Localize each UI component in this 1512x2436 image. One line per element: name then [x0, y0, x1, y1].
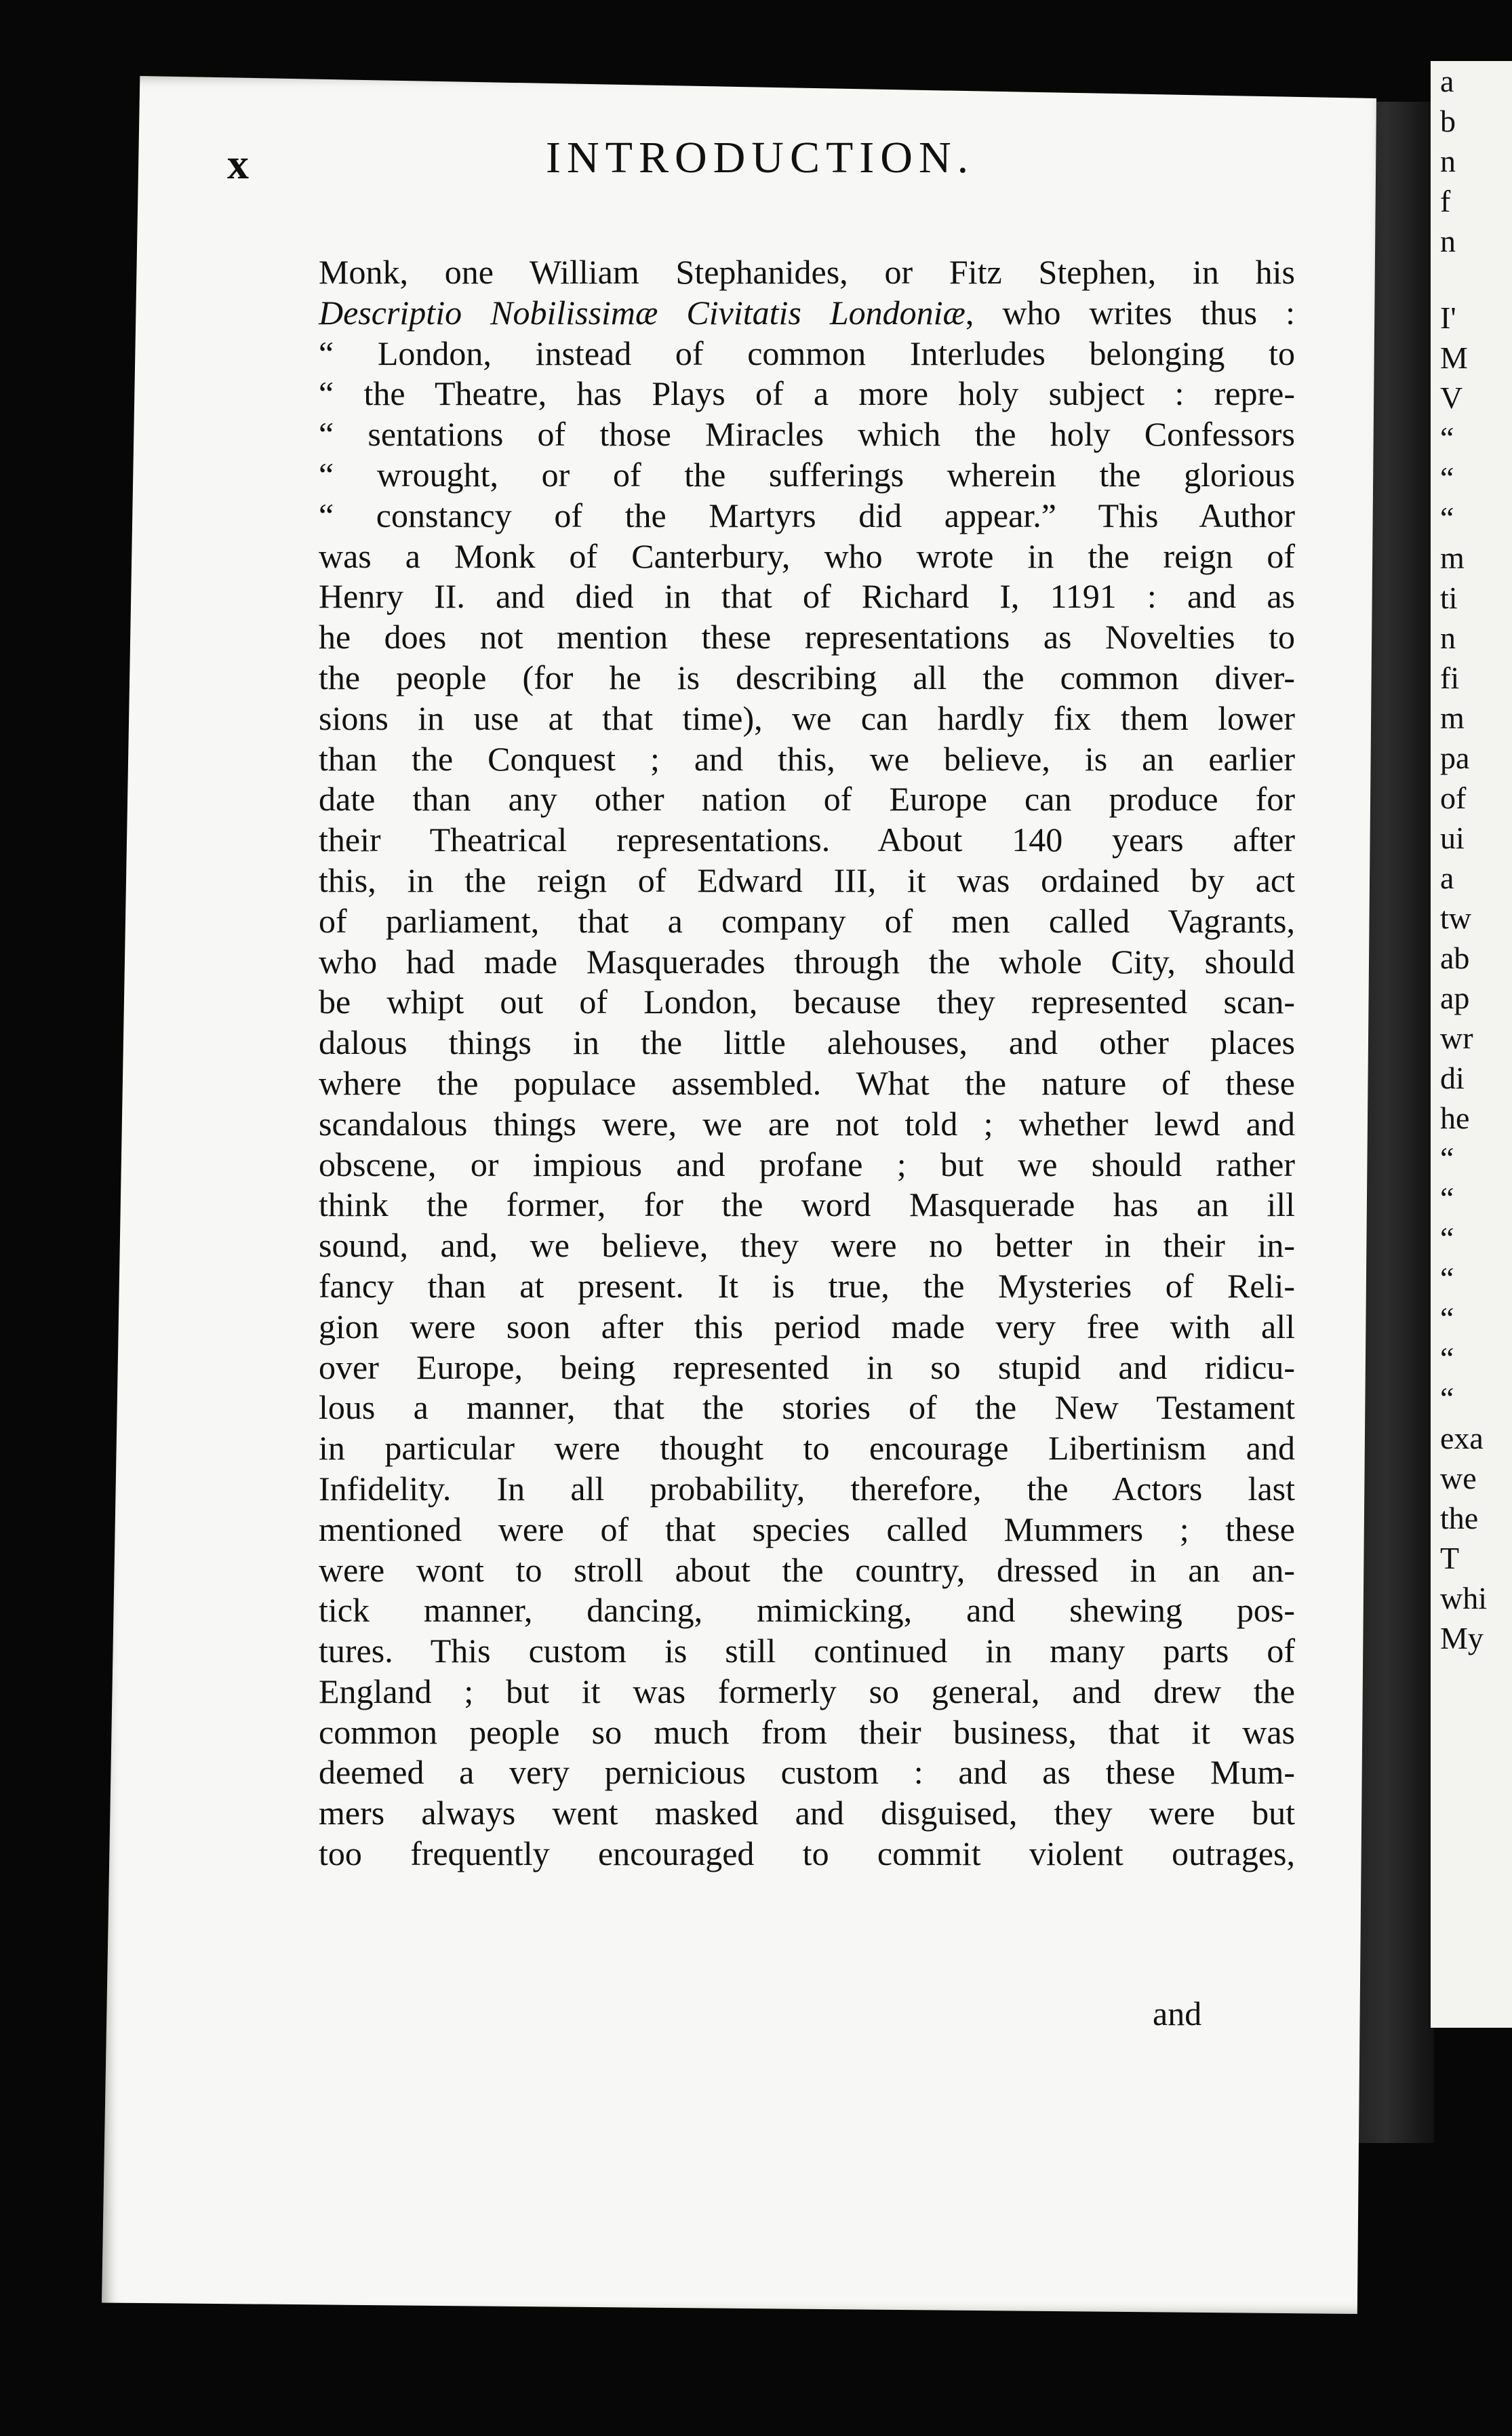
- facing-page-gap: [1431, 261, 1512, 298]
- text-line: Henry II. and died in that of Richard I, 1191 : and as: [319, 577, 1295, 616]
- facing-text-fragment: we: [1440, 1461, 1477, 1495]
- facing-text-fragment: the: [1440, 1501, 1479, 1535]
- facing-text-fragment: b: [1440, 104, 1456, 138]
- text-line: sions in use at that time), we can hardly fix them lower: [319, 699, 1295, 737]
- text-line: too frequently encouraged to commit violent outrages,: [319, 1834, 1295, 1873]
- text-line: in particular were thought to encourage Libertinism and: [319, 1429, 1295, 1468]
- facing-text-fragment: a: [1440, 861, 1454, 895]
- facing-text-fragment: wr: [1440, 1021, 1473, 1055]
- text-line: be whipt out of London, because they represented scan-: [319, 983, 1295, 1021]
- text-line: “ constancy of the Martyrs did appear.” This Author: [319, 496, 1295, 534]
- text-line: lous a manner, that the stories of the New Testament: [319, 1388, 1295, 1427]
- facing-text-fragment: T: [1440, 1541, 1460, 1575]
- text-line: sound, and, we believe, they were no better in their in-: [319, 1226, 1295, 1265]
- text-line: mers always went masked and disguised, they were but: [319, 1794, 1295, 1832]
- page-header: [227, 132, 1322, 214]
- text-line: “ wrought, or of the sufferings wherein the glorious: [319, 455, 1295, 494]
- text-line: than the Conquest ; and this, we believe, is an earlier: [319, 739, 1295, 778]
- facing-text-fragment: “: [1440, 500, 1454, 535]
- facing-text-fragment: n: [1440, 224, 1456, 258]
- facing-text-fragment: exa: [1440, 1421, 1484, 1455]
- running-head: INTRODUCTION.: [546, 133, 975, 182]
- text-line: deemed a very pernicious custom : and as these Mum-: [319, 1753, 1295, 1792]
- text-line: the people (for he is describing all the common diver-: [319, 658, 1295, 696]
- facing-text-fragment: I': [1440, 300, 1456, 335]
- facing-page-edge: [1431, 61, 1512, 2028]
- facing-text-fragment: “: [1440, 1301, 1454, 1335]
- facing-text-fragment: V: [1440, 380, 1463, 415]
- facing-text-fragment: ui: [1440, 821, 1465, 855]
- text-line: scandalous things were, we are not told ; whether lewd and: [319, 1104, 1295, 1143]
- facing-text-fragment: tw: [1440, 901, 1471, 935]
- facing-text-fragment: m: [1440, 701, 1465, 735]
- catchword: and: [1153, 1995, 1202, 2032]
- facing-text-fragment: fi: [1440, 661, 1460, 695]
- facing-text-fragment: of: [1440, 781, 1467, 815]
- facing-text-fragment: “: [1440, 1141, 1454, 1175]
- text-line: “ London, instead of common Interludes belonging to: [319, 334, 1295, 372]
- text-line: fancy than at present. It is true, the Mysteries of Reli-: [319, 1266, 1295, 1305]
- text-line: common people so much from their business, that it was: [319, 1712, 1295, 1751]
- facing-text-fragment: My: [1440, 1621, 1484, 1655]
- facing-text-fragment: “: [1440, 460, 1454, 495]
- facing-text-fragment: ab: [1440, 941, 1470, 975]
- facing-text-fragment: ap: [1440, 981, 1470, 1015]
- body-text: [319, 252, 1295, 1874]
- text-line: gion were soon after this period made very free with all: [319, 1307, 1295, 1345]
- text-line: date than any other nation of Europe can produce for: [319, 780, 1295, 819]
- facing-text-fragment: di: [1440, 1061, 1465, 1095]
- page-number: x: [227, 140, 249, 188]
- text-line: their Theatrical representations. About 140 years after: [319, 821, 1295, 859]
- facing-text-fragment: “: [1440, 1221, 1454, 1255]
- text-line: were wont to stroll about the country, dressed in an an-: [319, 1550, 1295, 1589]
- facing-page-block-1: [1431, 61, 1512, 261]
- text-line: was a Monk of Canterbury, who wrote in the reign of: [319, 536, 1295, 575]
- facing-text-fragment: n: [1440, 621, 1456, 655]
- text-line: tures. This custom is still continued in many parts of: [319, 1632, 1295, 1670]
- text-line: “ sentations of those Miracles which the holy Confessors: [319, 415, 1295, 454]
- facing-text-fragment: f: [1440, 184, 1451, 218]
- facing-text-fragment: “: [1440, 1181, 1454, 1215]
- text-line: “ the Theatre, has Plays of a more holy subject : repre-: [319, 374, 1295, 413]
- text-line: tick manner, dancing, mimicking, and shewing pos-: [319, 1591, 1295, 1630]
- facing-text-fragment: a: [1440, 64, 1454, 98]
- facing-text-fragment: “: [1440, 1261, 1454, 1295]
- text-line: obscene, or impious and profane ; but we should rather: [319, 1145, 1295, 1183]
- text-line: of parliament, that a company of men called Vagrants,: [319, 901, 1295, 940]
- text-line: Monk, one William Stephanides, or Fitz Stephen, in his: [319, 253, 1295, 291]
- facing-text-fragment: “: [1440, 1341, 1454, 1375]
- text-line: Infidelity. In all probability, therefore, the Actors last: [319, 1469, 1295, 1508]
- text-line: think the former, for the word Masquerade has an ill: [319, 1185, 1295, 1224]
- text-line: England ; but it was formerly so general, and drew the: [319, 1672, 1295, 1710]
- facing-text-fragment: he: [1440, 1101, 1470, 1135]
- text-line: where the populace assembled. What the nature of these: [319, 1063, 1295, 1102]
- text-line: this, in the reign of Edward III, it was ordained by act: [319, 861, 1295, 899]
- text-line: dalous things in the little alehouses, and other places: [319, 1023, 1295, 1062]
- facing-text-fragment: m: [1440, 541, 1465, 575]
- text-line: over Europe, being represented in so stupid and ridicu-: [319, 1348, 1295, 1386]
- facing-text-fragment: pa: [1440, 741, 1470, 775]
- text-line: who had made Masquerades through the whole City, should: [319, 942, 1295, 981]
- text-line: he does not mention these representations as Novelties to: [319, 618, 1295, 656]
- facing-text-fragment: “: [1440, 420, 1454, 455]
- text-line: Descriptio Nobilissimæ Civitatis Londoniæ, who writes thus :: [319, 293, 1295, 332]
- facing-page-block-2: [1431, 298, 1512, 1658]
- text-line: mentioned were of that species called Mummers ; these: [319, 1510, 1295, 1548]
- facing-text-fragment: n: [1440, 144, 1456, 178]
- facing-text-fragment: whi: [1440, 1581, 1487, 1615]
- facing-text-fragment: ti: [1440, 581, 1458, 615]
- facing-text-fragment: “: [1440, 1381, 1454, 1415]
- facing-text-fragment: M: [1440, 340, 1468, 375]
